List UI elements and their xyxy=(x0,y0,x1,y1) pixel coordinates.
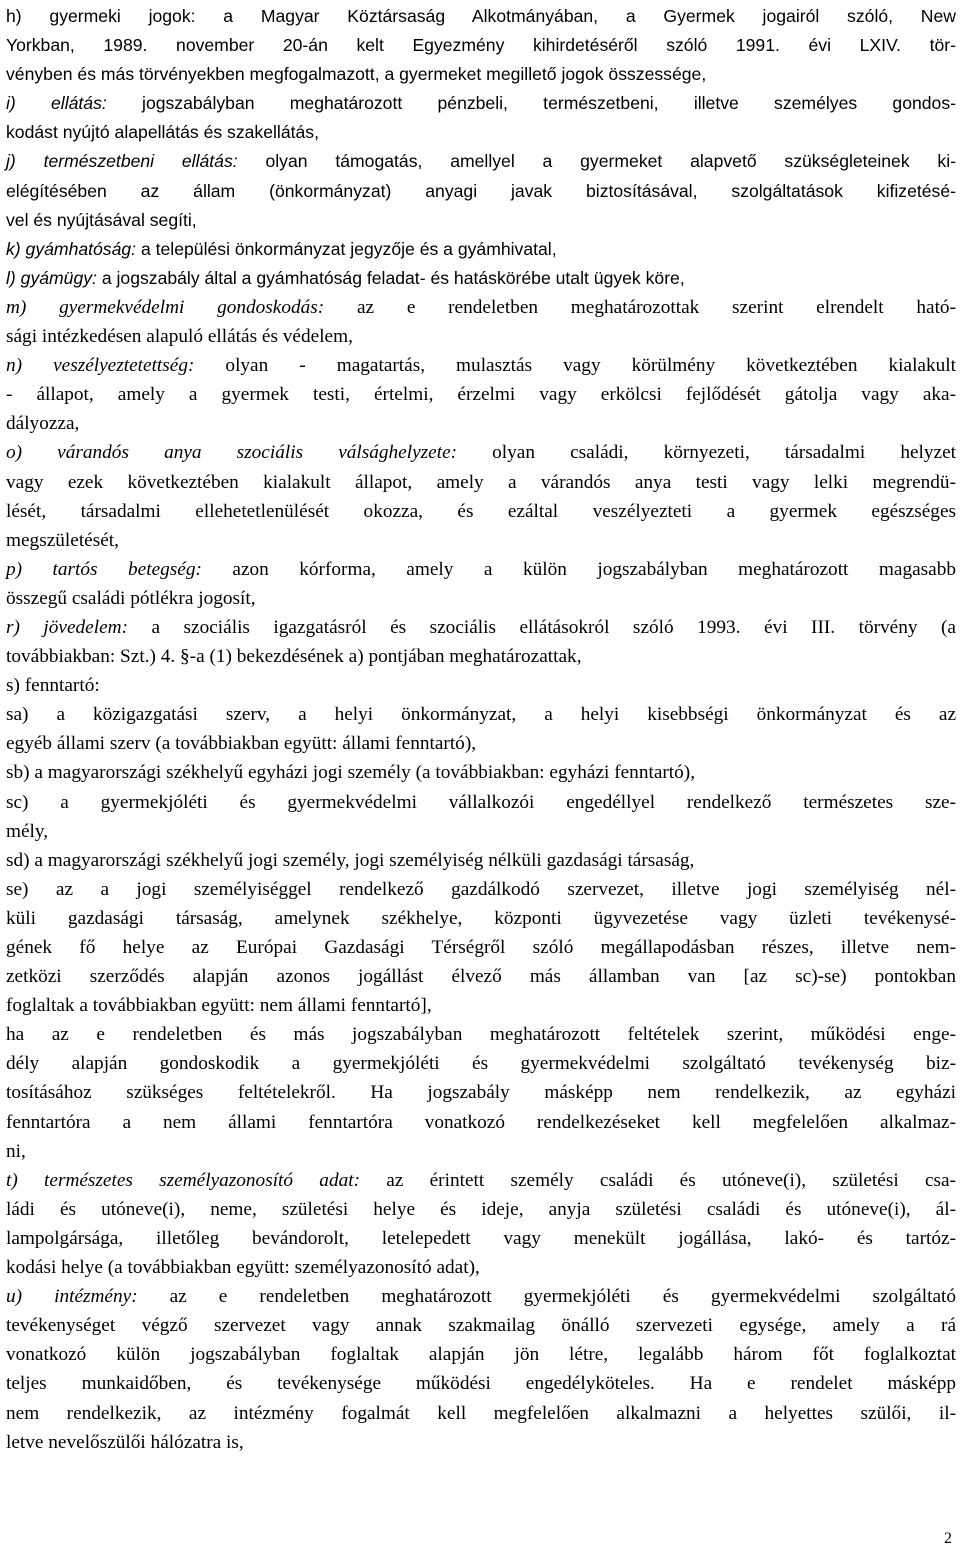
text-line xyxy=(6,1137,956,1166)
defined-term: j) természetbeni ellátás: xyxy=(6,151,238,172)
text-line xyxy=(6,555,956,584)
line-text: Yorkban, 1989. november 20-án kelt Egyezmény kihirdetéséről szóló 1991. évi LXIV. tör- xyxy=(6,35,956,56)
document-body xyxy=(6,2,956,1457)
text-line xyxy=(6,788,956,817)
line-text: dély alapján gondoskodik a gyermekjóléti és gyermekvédelmi szolgáltató tevékenység biz- xyxy=(6,1053,956,1075)
line-text: letve nevelőszülői hálózatra is, xyxy=(6,1431,244,1453)
text-line xyxy=(6,875,956,904)
page-number: 2 xyxy=(944,1530,952,1547)
line-text: sági intézkedésen alapuló ellátás és védelem, xyxy=(6,326,353,348)
line-text: se) az a jogi személyiséggel rendelkező gazdálkodó szervezet, illetve jogi személyiség nél- xyxy=(6,878,956,900)
line-text: azon kórforma, amely a külön jogszabályban meghatározott magasabb xyxy=(201,558,956,580)
line-text: ha az e rendeletben és más jogszabályban meghatározott feltételek szerint, működési enge- xyxy=(6,1024,956,1046)
line-text: olyan támogatás, amellyel a gyermeket alapvető szükségleteinek ki- xyxy=(237,151,956,172)
text-line xyxy=(6,1108,956,1137)
line-text: lését, társadalmi ellehetetlenülését okozza, és ezáltal veszélyezteti a gyermek egészséges xyxy=(6,500,956,522)
text-line xyxy=(6,1311,956,1340)
text-line xyxy=(6,1195,956,1224)
text-line xyxy=(6,904,956,933)
line-text: vel és nyújtásával segíti, xyxy=(6,209,197,230)
line-text: vényben és más törvényekben megfogalmazott, a gyermeket megillető jogok összessége, xyxy=(6,64,707,85)
line-text: gének fő helye az Európai Gazdasági Térségről szóló megállapodásban részes, illetve nem- xyxy=(6,937,956,958)
line-text: mély, xyxy=(6,820,49,842)
text-line xyxy=(6,1020,956,1049)
text-line xyxy=(6,671,956,700)
line-text: kodást nyújtó alapellátás és szakellátás, xyxy=(6,122,319,143)
text-line xyxy=(6,613,956,642)
text-line xyxy=(6,468,956,497)
text-line xyxy=(6,206,956,235)
text-line xyxy=(6,1369,956,1398)
defined-term: k) gyámhatóság: xyxy=(6,238,137,259)
defined-term: i) ellátás: xyxy=(6,93,107,114)
line-text: zetközi szerződés alapján azonos jogállást élvező más államban van [az sc)-se) pontokban xyxy=(6,966,956,988)
text-line xyxy=(6,89,956,118)
line-text: ni, xyxy=(6,1140,26,1162)
text-line xyxy=(6,991,956,1020)
text-line xyxy=(6,1282,956,1311)
text-line xyxy=(6,1428,956,1457)
text-line xyxy=(6,322,956,351)
text-line xyxy=(6,700,956,729)
text-line xyxy=(6,846,956,875)
defined-term: p) tartós betegség: xyxy=(6,558,202,580)
line-text: a települési önkormányzat jegyzője és a gyámhivatal, xyxy=(136,238,557,259)
line-text: sb) a magyarországi székhelyű egyházi jogi személy (a továbbiakban: egyházi fenntartó), xyxy=(6,762,696,784)
line-text: - állapot, amely a gyermek testi, értelmi, érzelmi vagy erkölcsi fejlődését gátolja vagy aka- xyxy=(6,384,956,406)
text-line xyxy=(6,351,956,380)
text-line xyxy=(6,235,956,264)
text-line xyxy=(6,118,956,147)
line-text: az e rendeletben meghatározott gyermekjóléti és gyermekvédelmi szolgáltató xyxy=(137,1286,956,1308)
line-text: kodási helye (a továbbiakban együtt: személyazonosító adat), xyxy=(6,1257,480,1279)
line-text: fenntartóra a nem állami fenntartóra vonatkozó rendelkezéseket kell megfelelően alkalmaz- xyxy=(6,1111,956,1133)
defined-term: r) jövedelem: xyxy=(6,616,128,638)
text-line xyxy=(6,2,956,31)
defined-term: l) gyámügy: xyxy=(6,267,97,288)
line-text: tosításához szükséges feltételekről. Ha jogszabály másképp nem rendelkezik, az egyházi xyxy=(6,1082,956,1104)
text-line xyxy=(6,642,956,671)
defined-term: o) várandós anya szociális válsághelyzete: xyxy=(6,442,458,464)
line-text: küli gazdasági társaság, amelynek székhelye, központi ügyvezetése vagy üzleti tevékenysé- xyxy=(6,907,956,929)
text-line xyxy=(6,497,956,526)
text-line xyxy=(6,31,956,60)
text-line xyxy=(6,1253,956,1282)
line-text: elégítésében az állam (önkormányzat) anyagi javak biztosításával, szolgáltatások kifizetésé- xyxy=(6,180,956,201)
line-text: összegű családi pótlékra jogosít, xyxy=(6,587,256,609)
line-text: nem rendelkezik, az intézmény fogalmát kell megfelelően alkalmazni a helyettes szülői, il- xyxy=(6,1402,956,1424)
line-text: az érintett személy családi és utóneve(i), születési csa- xyxy=(360,1169,956,1191)
line-text: dályozza, xyxy=(6,413,80,435)
text-line xyxy=(6,147,956,176)
line-text: megszületését, xyxy=(6,529,119,551)
text-line xyxy=(6,817,956,846)
line-text: olyan - magatartás, mulasztás vagy körülmény következtében kialakult xyxy=(194,355,956,377)
text-line xyxy=(6,729,956,758)
defined-term: u) intézmény: xyxy=(6,1286,138,1308)
line-text: egyéb állami szerv (a továbbiakban együtt: állami fenntartó), xyxy=(6,733,477,755)
line-text: a jogszabály által a gyámhatóság feladat- és hatáskörébe utalt ügyek köre, xyxy=(96,267,685,288)
defined-term: n) veszélyeztetettség: xyxy=(6,355,195,377)
text-line xyxy=(6,584,956,613)
line-text: tevékenységet végző szervezet vagy annak szakmailag önálló szervezeti egysége, amely a rá xyxy=(6,1315,956,1337)
line-text: sc) a gyermekjóléti és gyermekvédelmi vállalkozói engedéllyel rendelkező természetes sze- xyxy=(6,791,956,813)
text-line xyxy=(6,1049,956,1078)
text-line xyxy=(6,438,956,467)
line-text: s) fenntartó: xyxy=(6,675,100,697)
line-text: sa) a közigazgatási szerv, a helyi önkormányzat, a helyi kisebbségi önkormányzat és az xyxy=(6,704,956,726)
text-line xyxy=(6,1340,956,1369)
line-text: a szociális igazgatásról és szociális ellátásokról szóló 1993. évi III. törvény (a xyxy=(128,616,956,638)
text-line xyxy=(6,264,956,293)
text-line xyxy=(6,177,956,206)
line-text: továbbiakban: Szt.) 4. §-a (1) bekezdésének a) pontjában meghatározattak, xyxy=(6,646,582,668)
text-line xyxy=(6,380,956,409)
line-text: az e rendeletben meghatározottak szerint elrendelt ható- xyxy=(324,296,956,318)
text-line xyxy=(6,526,956,555)
line-text: sd) a magyarországi székhelyű jogi személy, jogi személyiség nélküli gazdasági társaság, xyxy=(6,849,695,871)
line-text: foglaltak a továbbiakban együtt: nem állami fenntartó], xyxy=(6,995,432,1017)
text-line xyxy=(6,1399,956,1428)
line-text: vagy ezek következtében kialakult állapot, amely a várandós anya testi vagy lelki megrendü- xyxy=(6,471,956,493)
text-line xyxy=(6,962,956,991)
text-line xyxy=(6,933,956,962)
line-text: lampolgársága, illetőleg bevándorolt, letelepedett vagy menekült jogállása, lakó- és tartóz- xyxy=(6,1227,956,1249)
line-text: ládi és utóneve(i), neme, születési helye és ideje, anyja születési családi és utóneve(i), ál- xyxy=(6,1198,956,1220)
line-text: vonatkozó külön jogszabályban foglaltak alapján jön létre, legalább három főt foglalkoztat xyxy=(6,1344,956,1366)
defined-term: m) gyermekvédelmi gondoskodás: xyxy=(6,296,325,318)
text-line xyxy=(6,1166,956,1195)
text-line xyxy=(6,1078,956,1107)
line-text: h) gyermeki jogok: a Magyar Köztársaság Alkotmányában, a Gyermek jogairól szóló, New xyxy=(6,6,956,26)
text-line xyxy=(6,1224,956,1253)
defined-term: t) természetes személyazonosító adat: xyxy=(6,1169,360,1191)
text-line xyxy=(6,293,956,322)
text-line xyxy=(6,409,956,438)
line-text: olyan családi, környezeti, társadalmi helyzet xyxy=(457,442,956,464)
text-line xyxy=(6,758,956,787)
line-text: jogszabályban meghatározott pénzbeli, természetbeni, illetve személyes gondos- xyxy=(106,93,956,114)
text-line xyxy=(6,60,956,89)
line-text: teljes munkaidőben, és tevékenysége működési engedélyköteles. Ha e rendelet másképp xyxy=(6,1373,956,1395)
